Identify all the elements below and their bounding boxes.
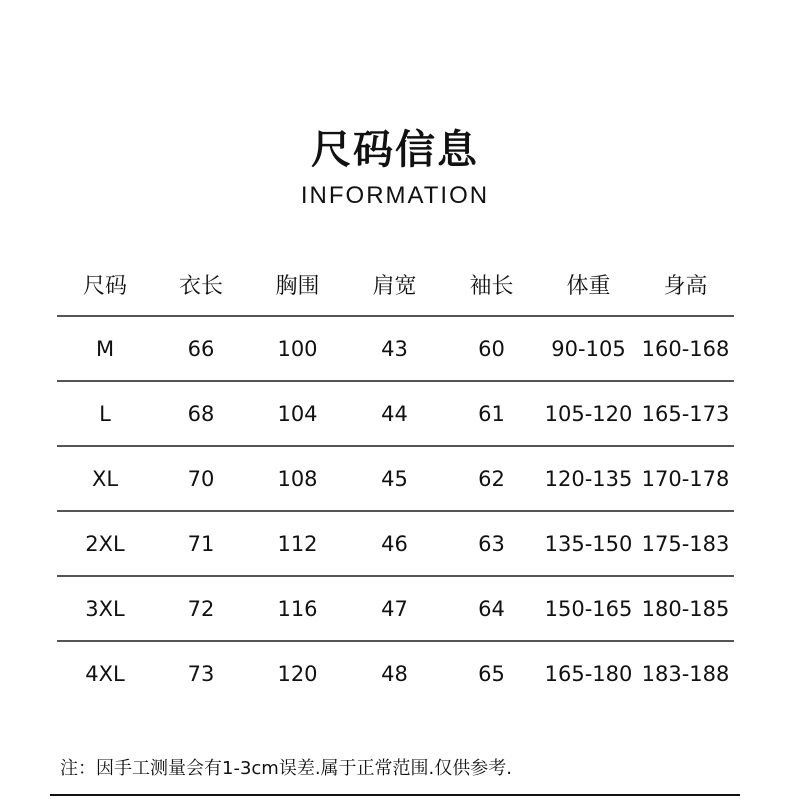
table-cell: 68: [187, 401, 215, 426]
header-size: 尺码: [82, 274, 127, 299]
table-row: [57, 642, 734, 705]
table-cell: 175-183: [641, 531, 730, 556]
table-header-row: [57, 254, 734, 317]
table-cell: 160-168: [641, 336, 730, 361]
table-cell: 165-173: [641, 401, 730, 426]
table-cell: 135-150: [544, 531, 633, 556]
table-row: [57, 382, 734, 447]
table-cell: 44: [381, 401, 408, 426]
table-cell: 48: [381, 661, 408, 686]
table-cell: 108: [277, 466, 318, 491]
header-length: 衣长: [178, 274, 223, 299]
header-weight: 体重: [566, 274, 611, 299]
table-cell: 72: [187, 596, 215, 621]
table-cell: 71: [187, 531, 215, 556]
bottom-divider: [50, 794, 740, 796]
table-cell: 65: [478, 661, 505, 686]
header-sleeve: 袖长: [469, 274, 514, 299]
header-chest: 胸围: [275, 274, 320, 299]
table-cell: 3XL: [85, 596, 125, 621]
table-cell: 170-178: [641, 466, 730, 491]
table-cell: 120-135: [544, 466, 633, 491]
table-cell: 45: [381, 466, 408, 491]
table-row: [57, 577, 734, 642]
table-cell: 61: [478, 401, 505, 426]
table-cell: 4XL: [85, 661, 125, 686]
table-cell: 64: [478, 596, 505, 621]
table-cell: 66: [187, 336, 215, 361]
table-cell: 73: [187, 661, 215, 686]
table-cell: 70: [187, 466, 215, 491]
page-subtitle: INFORMATION: [300, 182, 490, 209]
table-cell: L: [99, 401, 111, 426]
table-cell: 100: [277, 336, 318, 361]
size-table: [57, 254, 734, 705]
table-cell: 116: [277, 596, 318, 621]
table-row: [57, 512, 734, 577]
table-cell: 104: [277, 401, 318, 426]
table-cell: 183-188: [641, 661, 730, 686]
page-title: 尺码信息: [311, 127, 479, 173]
table-cell: 46: [381, 531, 408, 556]
table-cell: M: [95, 336, 115, 361]
table-cell: 47: [381, 596, 408, 621]
table-cell: 120: [277, 661, 318, 686]
measurement-note: 注：因手工测量会有1-3cm误差.属于正常范围.仅供参考.: [60, 758, 512, 779]
table-cell: 180-185: [641, 596, 730, 621]
table-cell: 112: [277, 531, 318, 556]
table-cell: XL: [91, 466, 119, 491]
table-row: [57, 447, 734, 512]
table-cell: 150-165: [544, 596, 633, 621]
header-shoulder: 肩宽: [372, 274, 417, 299]
table-cell: 43: [381, 336, 408, 361]
table-cell: 105-120: [544, 401, 633, 426]
table-cell: 63: [478, 531, 505, 556]
table-cell: 60: [478, 336, 505, 361]
table-cell: 2XL: [85, 531, 125, 556]
table-cell: 62: [478, 466, 505, 491]
table-row: [57, 317, 734, 382]
table-cell: 90-105: [551, 336, 626, 361]
header-height: 身高: [663, 274, 708, 299]
table-cell: 165-180: [544, 661, 633, 686]
